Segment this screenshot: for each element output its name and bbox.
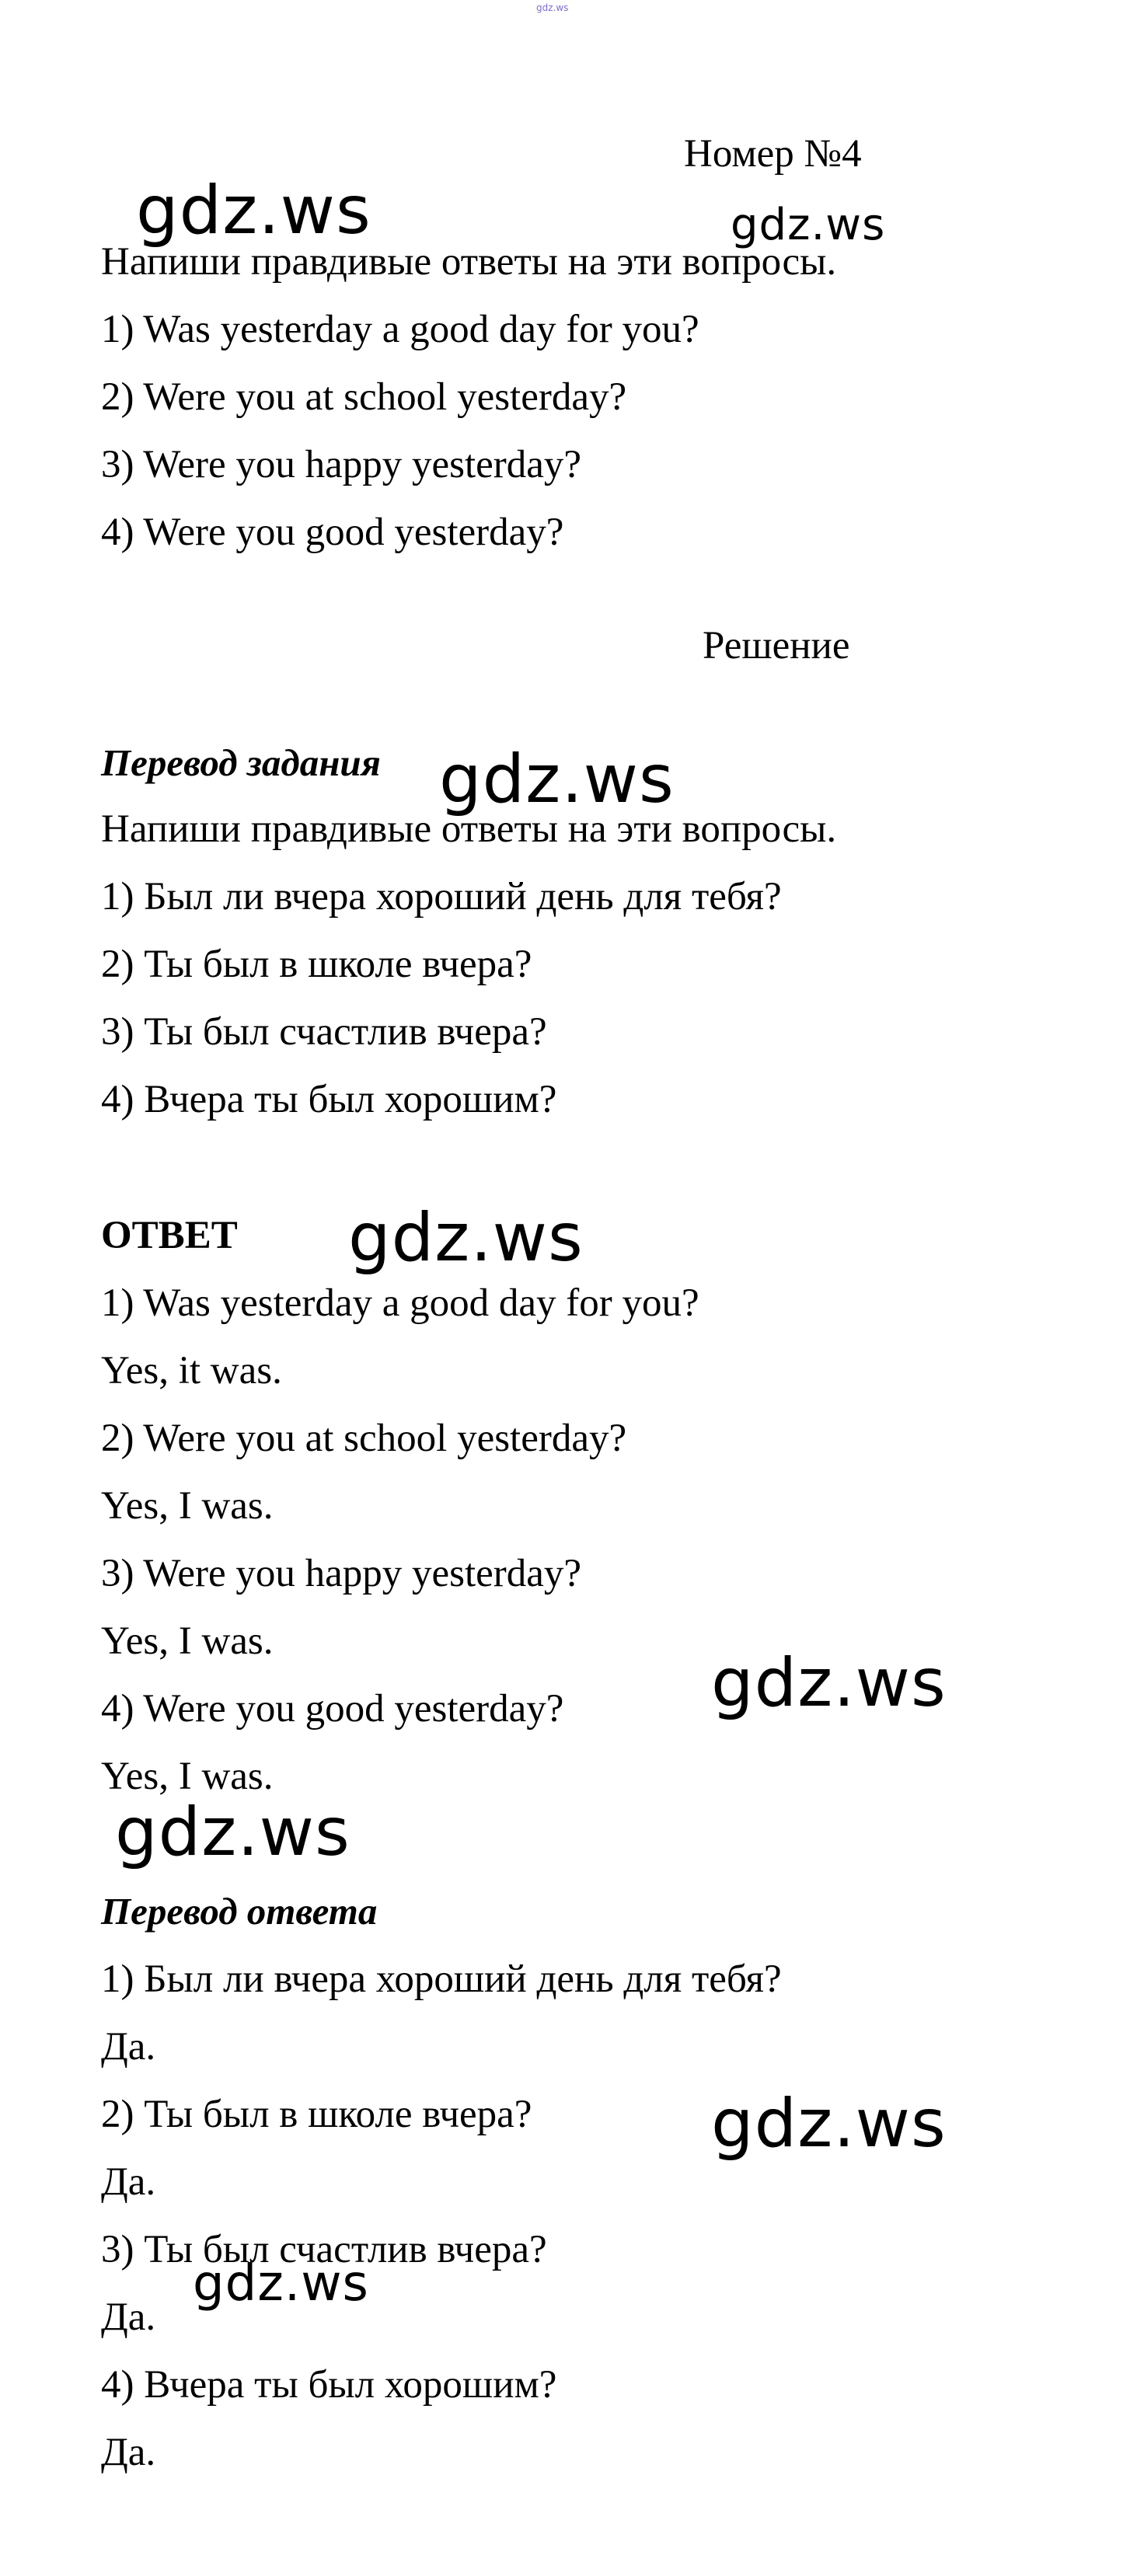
solution-label: Решение — [703, 624, 850, 668]
answer-translation-line: 2) Ты был в школе вчера? — [101, 2093, 532, 2136]
task-translation-question: 2) Ты был в школе вчера? — [101, 943, 532, 986]
task-question: 3) Were you happy yesterday? — [101, 443, 582, 486]
answer-line: 1) Was yesterday a good day for you? — [101, 1281, 699, 1325]
task-instruction: Напиши правдивые ответы на эти вопросы. — [101, 240, 837, 284]
task-translation-question: 4) Вчера ты был хорошим? — [101, 1078, 557, 1121]
answer-line: 2) Were you at school yesterday? — [101, 1417, 627, 1460]
watermark: gdz.ws — [731, 200, 886, 250]
answer-translation-line: Да. — [101, 2431, 156, 2474]
answer-translation-line: Да. — [101, 2160, 156, 2204]
watermark: gdz.ws — [348, 1199, 584, 1277]
task-question: 4) Were you good yesterday? — [101, 511, 564, 554]
task-translation-heading: Перевод задания — [101, 741, 381, 784]
task-question: 2) Were you at school yesterday? — [101, 375, 627, 419]
watermark: gdz.ws — [439, 741, 675, 818]
answer-line: 4) Were you good yesterday? — [101, 1687, 564, 1731]
answer-translation-line: 4) Вчера ты был хорошим? — [101, 2363, 557, 2407]
answer-line: Yes, it was. — [101, 1349, 282, 1393]
answer-translation-line: Да. — [101, 2025, 156, 2069]
answer-translation-line: Да. — [101, 2295, 156, 2339]
task-translation-question: 3) Ты был счастлив вчера? — [101, 1010, 547, 1054]
task-translation-question: 1) Был ли вчера хороший день для тебя? — [101, 875, 782, 919]
watermark: gdz.ws — [711, 2085, 947, 2163]
watermark: gdz.ws — [136, 172, 371, 249]
answer-line: 3) Were you happy yesterday? — [101, 1552, 582, 1595]
watermark: gdz.ws — [115, 1793, 351, 1871]
answer-translation-heading: Перевод ответа — [101, 1890, 378, 1933]
answer-line: Yes, I was. — [101, 1619, 274, 1663]
task-question: 1) Was yesterday a good day for you? — [101, 308, 699, 351]
watermark: gdz.ws — [193, 2255, 369, 2313]
answer-line: Yes, I was. — [101, 1755, 274, 1798]
task-number: Номер №4 — [684, 132, 862, 176]
answer-line: Yes, I was. — [101, 1484, 274, 1528]
answer-translation-line: 3) Ты был счастлив вчера? — [101, 2228, 547, 2271]
top-watermark: gdz.ws — [536, 2, 569, 13]
task-translation-instruction: Напиши правдивые ответы на эти вопросы. — [101, 807, 837, 851]
answer-heading: ОТВЕТ — [101, 1214, 238, 1257]
answer-translation-line: 1) Был ли вчера хороший день для тебя? — [101, 1957, 782, 2001]
watermark: gdz.ws — [711, 1644, 947, 1722]
